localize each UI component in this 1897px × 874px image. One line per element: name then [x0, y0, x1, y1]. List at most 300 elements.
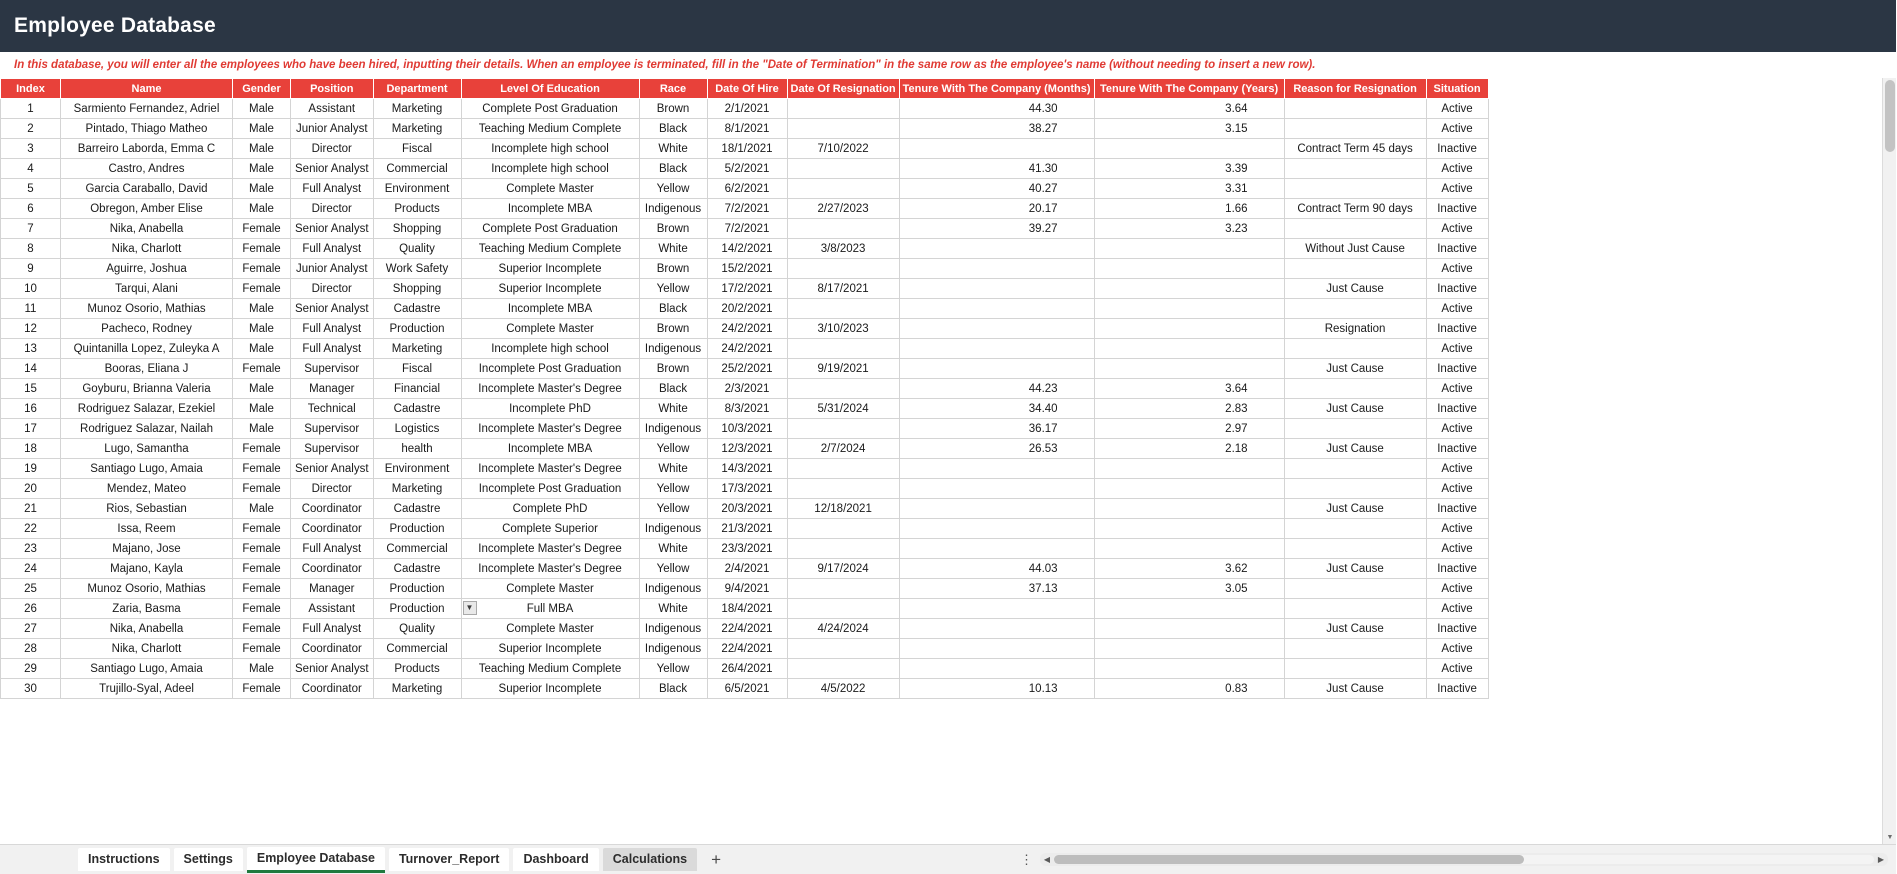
table-cell[interactable]: Lugo, Samantha — [61, 439, 233, 459]
vertical-scroll-thumb[interactable] — [1885, 80, 1895, 152]
table-cell[interactable] — [787, 479, 899, 499]
table-cell[interactable]: 38.27 — [899, 119, 1094, 139]
table-cell[interactable]: Superior Incomplete — [461, 679, 639, 699]
column-header[interactable]: Race — [639, 79, 707, 99]
table-cell[interactable]: 4/24/2024 — [787, 619, 899, 639]
table-cell[interactable]: 18 — [1, 439, 61, 459]
table-cell[interactable] — [899, 539, 1094, 559]
table-cell[interactable]: 8/17/2021 — [787, 279, 899, 299]
table-cell[interactable]: Director — [291, 479, 374, 499]
table-cell[interactable]: Senior Analyst — [291, 459, 374, 479]
table-cell[interactable] — [1284, 339, 1426, 359]
table-cell[interactable]: 2/27/2023 — [787, 199, 899, 219]
table-cell[interactable]: Nika, Charlott — [61, 639, 233, 659]
table-cell[interactable]: Cadastre — [373, 399, 461, 419]
table-cell[interactable]: Incomplete Master's Degree — [461, 459, 639, 479]
table-cell[interactable]: Booras, Eliana J — [61, 359, 233, 379]
table-cell[interactable]: Senior Analyst — [291, 299, 374, 319]
table-cell[interactable]: Active — [1426, 459, 1488, 479]
table-cell[interactable]: Environment — [373, 179, 461, 199]
table-cell[interactable]: Commercial — [373, 639, 461, 659]
table-cell[interactable] — [787, 659, 899, 679]
table-cell[interactable]: Complete Post Graduation — [461, 219, 639, 239]
table-cell[interactable]: Active — [1426, 639, 1488, 659]
table-cell[interactable]: Complete Master — [461, 179, 639, 199]
table-body[interactable] — [1, 99, 1489, 699]
table-row[interactable] — [1, 199, 1489, 219]
table-row[interactable] — [1, 679, 1489, 699]
table-cell[interactable] — [1094, 139, 1284, 159]
table-cell[interactable]: 5/31/2024 — [787, 399, 899, 419]
table-cell[interactable]: Full Analyst — [291, 339, 374, 359]
table-cell[interactable] — [899, 279, 1094, 299]
table-row[interactable] — [1, 459, 1489, 479]
table-cell[interactable] — [787, 99, 899, 119]
table-cell[interactable] — [899, 519, 1094, 539]
table-cell[interactable]: Senior Analyst — [291, 159, 374, 179]
table-cell[interactable]: Active — [1426, 259, 1488, 279]
table-cell[interactable]: Brown — [639, 259, 707, 279]
table-cell[interactable]: Female — [233, 539, 291, 559]
table-cell[interactable]: 10/3/2021 — [707, 419, 787, 439]
table-cell[interactable] — [1284, 259, 1426, 279]
vertical-scrollbar[interactable] — [1882, 78, 1896, 844]
table-cell[interactable]: Santiago Lugo, Amaia — [61, 459, 233, 479]
table-cell[interactable]: Production — [373, 319, 461, 339]
table-cell[interactable]: 30 — [1, 679, 61, 699]
table-cell[interactable]: Just Cause — [1284, 399, 1426, 419]
column-header[interactable]: Tenure With The Company (Years) — [1094, 79, 1284, 99]
table-cell[interactable] — [787, 159, 899, 179]
table-cell[interactable]: Incomplete Master's Degree — [461, 379, 639, 399]
table-cell[interactable]: Director — [291, 279, 374, 299]
table-row[interactable] — [1, 399, 1489, 419]
table-cell[interactable]: 19 — [1, 459, 61, 479]
table-cell[interactable]: 4/5/2022 — [787, 679, 899, 699]
table-cell[interactable]: 20/2/2021 — [707, 299, 787, 319]
table-cell[interactable]: Active — [1426, 119, 1488, 139]
table-row[interactable] — [1, 319, 1489, 339]
table-cell[interactable]: Trujillo-Syal, Adeel — [61, 679, 233, 699]
table-cell[interactable]: Indigenous — [639, 579, 707, 599]
table-cell[interactable]: Female — [233, 259, 291, 279]
employee-table[interactable] — [0, 78, 1489, 699]
table-cell[interactable]: 37.13 — [899, 579, 1094, 599]
table-cell[interactable]: 29 — [1, 659, 61, 679]
table-cell[interactable]: Just Cause — [1284, 619, 1426, 639]
table-cell[interactable]: Full Analyst — [291, 619, 374, 639]
table-cell[interactable]: 20.17 — [899, 199, 1094, 219]
table-cell[interactable]: Active — [1426, 579, 1488, 599]
table-cell[interactable] — [1094, 619, 1284, 639]
table-cell[interactable]: Male — [233, 99, 291, 119]
table-cell[interactable]: 6 — [1, 199, 61, 219]
table-cell[interactable] — [1284, 639, 1426, 659]
table-cell[interactable]: Incomplete high school — [461, 139, 639, 159]
table-row[interactable] — [1, 419, 1489, 439]
table-cell[interactable]: Obregon, Amber Elise — [61, 199, 233, 219]
table-cell[interactable]: White — [639, 399, 707, 419]
table-cell[interactable]: Active — [1426, 99, 1488, 119]
table-row[interactable] — [1, 179, 1489, 199]
table-cell[interactable]: Active — [1426, 159, 1488, 179]
table-cell[interactable] — [1094, 319, 1284, 339]
table-cell[interactable]: Senior Analyst — [291, 659, 374, 679]
table-cell[interactable] — [787, 579, 899, 599]
table-cell[interactable]: Commercial — [373, 539, 461, 559]
table-cell[interactable]: Indigenous — [639, 199, 707, 219]
table-cell[interactable]: Inactive — [1426, 359, 1488, 379]
sheet-tabs[interactable] — [78, 847, 701, 873]
table-cell[interactable]: Aguirre, Joshua — [61, 259, 233, 279]
table-cell[interactable] — [1284, 99, 1426, 119]
table-cell[interactable]: Sarmiento Fernandez, Adriel — [61, 99, 233, 119]
table-cell[interactable]: Full MBA — [461, 599, 639, 619]
table-cell[interactable]: Inactive — [1426, 499, 1488, 519]
table-cell[interactable]: Full Analyst — [291, 179, 374, 199]
table-cell[interactable]: 13 — [1, 339, 61, 359]
table-cell[interactable]: 2 — [1, 119, 61, 139]
table-cell[interactable] — [787, 639, 899, 659]
table-cell[interactable]: Active — [1426, 419, 1488, 439]
table-cell[interactable]: 34.40 — [899, 399, 1094, 419]
table-cell[interactable]: Brown — [639, 99, 707, 119]
table-cell[interactable]: Active — [1426, 179, 1488, 199]
table-cell[interactable]: 24/2/2021 — [707, 339, 787, 359]
table-cell[interactable]: Yellow — [639, 479, 707, 499]
table-cell[interactable]: 8/3/2021 — [707, 399, 787, 419]
table-cell[interactable]: Female — [233, 279, 291, 299]
table-row[interactable] — [1, 259, 1489, 279]
table-cell[interactable]: Incomplete PhD — [461, 399, 639, 419]
table-cell[interactable]: Teaching Medium Complete — [461, 659, 639, 679]
table-cell[interactable]: Financial — [373, 379, 461, 399]
table-cell[interactable]: Indigenous — [639, 339, 707, 359]
table-cell[interactable]: Director — [291, 199, 374, 219]
table-cell[interactable]: 5/2/2021 — [707, 159, 787, 179]
sheet-tab-bar[interactable] — [0, 844, 1896, 874]
table-cell[interactable]: 25 — [1, 579, 61, 599]
table-cell[interactable]: Munoz Osorio, Mathias — [61, 579, 233, 599]
table-cell[interactable] — [1094, 659, 1284, 679]
table-cell[interactable]: Products — [373, 659, 461, 679]
table-cell[interactable]: Male — [233, 119, 291, 139]
table-cell[interactable] — [1094, 499, 1284, 519]
table-cell[interactable]: Complete Superior — [461, 519, 639, 539]
table-cell[interactable] — [787, 179, 899, 199]
table-cell[interactable]: 18/4/2021 — [707, 599, 787, 619]
table-cell[interactable]: Incomplete MBA — [461, 199, 639, 219]
table-cell[interactable] — [899, 639, 1094, 659]
table-cell[interactable]: Without Just Cause — [1284, 239, 1426, 259]
table-row[interactable] — [1, 119, 1489, 139]
table-cell[interactable]: Assistant — [291, 99, 374, 119]
table-cell[interactable]: 39.27 — [899, 219, 1094, 239]
table-cell[interactable]: 44.03 — [899, 559, 1094, 579]
table-cell[interactable]: 11 — [1, 299, 61, 319]
table-cell[interactable]: 7 — [1, 219, 61, 239]
chevron-down-icon[interactable]: ▼ — [463, 601, 477, 615]
table-cell[interactable]: White — [639, 139, 707, 159]
table-cell[interactable]: Inactive — [1426, 239, 1488, 259]
table-cell[interactable]: 26/4/2021 — [707, 659, 787, 679]
table-cell[interactable]: 27 — [1, 619, 61, 639]
table-cell[interactable]: 3/8/2023 — [787, 239, 899, 259]
table-cell[interactable] — [1284, 219, 1426, 239]
table-cell[interactable]: Yellow — [639, 559, 707, 579]
table-cell[interactable]: 2/4/2021 — [707, 559, 787, 579]
table-cell[interactable] — [899, 619, 1094, 639]
table-cell[interactable]: Incomplete high school — [461, 159, 639, 179]
table-cell[interactable]: Complete Master — [461, 319, 639, 339]
table-cell[interactable] — [899, 319, 1094, 339]
table-cell[interactable]: Complete Master — [461, 619, 639, 639]
table-cell[interactable]: Male — [233, 419, 291, 439]
table-row[interactable] — [1, 279, 1489, 299]
table-cell[interactable]: 1 — [1, 99, 61, 119]
table-cell[interactable]: Female — [233, 519, 291, 539]
table-cell[interactable]: 3.39 — [1094, 159, 1284, 179]
table-cell[interactable] — [1284, 379, 1426, 399]
table-cell[interactable] — [899, 139, 1094, 159]
table-cell[interactable]: Cadastre — [373, 559, 461, 579]
table-cell[interactable]: Inactive — [1426, 619, 1488, 639]
scroll-left-icon[interactable]: ◀ — [1043, 855, 1051, 864]
table-cell[interactable]: 9/17/2024 — [787, 559, 899, 579]
table-cell[interactable]: Full Analyst — [291, 239, 374, 259]
table-row[interactable] — [1, 219, 1489, 239]
table-cell[interactable]: Tarqui, Alani — [61, 279, 233, 299]
table-cell[interactable]: 0.83 — [1094, 679, 1284, 699]
table-cell[interactable]: Female — [233, 599, 291, 619]
column-header[interactable]: Name — [61, 79, 233, 99]
table-cell[interactable] — [1094, 339, 1284, 359]
table-cell[interactable]: 18/1/2021 — [707, 139, 787, 159]
table-cell[interactable]: Yellow — [639, 499, 707, 519]
table-cell[interactable]: Superior Incomplete — [461, 639, 639, 659]
table-cell[interactable]: Active — [1426, 479, 1488, 499]
table-cell[interactable]: 3.15 — [1094, 119, 1284, 139]
table-row[interactable] — [1, 139, 1489, 159]
table-cell[interactable] — [1284, 659, 1426, 679]
column-header[interactable]: Reason for Resignation — [1284, 79, 1426, 99]
table-cell[interactable]: Coordinator — [291, 519, 374, 539]
table-cell[interactable]: Production — [373, 519, 461, 539]
sheet-area[interactable] — [0, 78, 1896, 844]
table-row[interactable] — [1, 659, 1489, 679]
table-cell[interactable]: Marketing — [373, 99, 461, 119]
table-cell[interactable] — [787, 259, 899, 279]
table-cell[interactable]: Coordinator — [291, 499, 374, 519]
table-cell[interactable]: Coordinator — [291, 679, 374, 699]
table-cell[interactable] — [899, 479, 1094, 499]
table-cell[interactable]: Male — [233, 319, 291, 339]
table-cell[interactable] — [787, 299, 899, 319]
table-cell[interactable] — [899, 499, 1094, 519]
table-cell[interactable]: 2/3/2021 — [707, 379, 787, 399]
table-cell[interactable]: Munoz Osorio, Mathias — [61, 299, 233, 319]
table-cell[interactable] — [899, 259, 1094, 279]
table-cell[interactable] — [899, 239, 1094, 259]
table-cell[interactable]: Complete Post Graduation — [461, 99, 639, 119]
table-cell[interactable] — [1284, 479, 1426, 499]
column-header[interactable]: Department — [373, 79, 461, 99]
table-cell[interactable]: Shopping — [373, 219, 461, 239]
table-cell[interactable]: Black — [639, 159, 707, 179]
table-cell[interactable]: 26.53 — [899, 439, 1094, 459]
table-cell[interactable] — [787, 599, 899, 619]
table-cell[interactable] — [787, 419, 899, 439]
table-cell[interactable] — [899, 659, 1094, 679]
sheet-tab[interactable]: Calculations — [603, 848, 697, 871]
table-row[interactable] — [1, 479, 1489, 499]
table-cell[interactable]: Yellow — [639, 179, 707, 199]
table-cell[interactable]: 5 — [1, 179, 61, 199]
table-cell[interactable]: Assistant — [291, 599, 374, 619]
sheet-tab[interactable]: Settings — [174, 848, 243, 871]
table-cell[interactable]: Contract Term 45 days — [1284, 139, 1426, 159]
table-cell[interactable]: Complete PhD — [461, 499, 639, 519]
table-cell[interactable] — [899, 459, 1094, 479]
table-cell[interactable]: 3.64 — [1094, 99, 1284, 119]
table-cell[interactable] — [1284, 119, 1426, 139]
table-cell[interactable]: 22 — [1, 519, 61, 539]
table-cell[interactable]: Active — [1426, 539, 1488, 559]
table-cell[interactable] — [1094, 599, 1284, 619]
table-cell[interactable]: 44.23 — [899, 379, 1094, 399]
table-cell[interactable]: Coordinator — [291, 559, 374, 579]
table-cell[interactable]: Female — [233, 359, 291, 379]
table-row[interactable] — [1, 639, 1489, 659]
table-cell[interactable] — [1094, 539, 1284, 559]
table-cell[interactable]: Cadastre — [373, 499, 461, 519]
table-cell[interactable]: 2.83 — [1094, 399, 1284, 419]
table-row[interactable] — [1, 599, 1489, 619]
table-cell[interactable]: Incomplete Post Graduation — [461, 479, 639, 499]
table-cell[interactable]: Marketing — [373, 479, 461, 499]
table-cell[interactable]: Active — [1426, 299, 1488, 319]
table-cell[interactable]: Mendez, Mateo — [61, 479, 233, 499]
table-cell[interactable]: Inactive — [1426, 399, 1488, 419]
table-cell[interactable]: 3.64 — [1094, 379, 1284, 399]
table-cell[interactable]: Castro, Andres — [61, 159, 233, 179]
table-cell[interactable]: Male — [233, 299, 291, 319]
table-cell[interactable]: Supervisor — [291, 419, 374, 439]
table-cell[interactable] — [1284, 159, 1426, 179]
column-header[interactable]: Tenure With The Company (Months) — [899, 79, 1094, 99]
table-cell[interactable]: 8 — [1, 239, 61, 259]
table-cell[interactable]: Nika, Charlott — [61, 239, 233, 259]
table-cell[interactable]: 40.27 — [899, 179, 1094, 199]
table-cell[interactable]: Just Cause — [1284, 359, 1426, 379]
table-cell[interactable]: Just Cause — [1284, 499, 1426, 519]
table-cell[interactable]: Pacheco, Rodney — [61, 319, 233, 339]
add-sheet-button[interactable]: + — [711, 850, 722, 869]
table-row[interactable] — [1, 519, 1489, 539]
sheet-tab[interactable]: Dashboard — [513, 848, 598, 871]
table-cell[interactable]: Incomplete Master's Degree — [461, 419, 639, 439]
table-cell[interactable]: 6/5/2021 — [707, 679, 787, 699]
table-cell[interactable]: Incomplete Master's Degree — [461, 539, 639, 559]
table-cell[interactable]: 3 — [1, 139, 61, 159]
table-cell[interactable] — [1094, 459, 1284, 479]
table-cell[interactable] — [1094, 279, 1284, 299]
scroll-down-icon[interactable]: ▼ — [1886, 833, 1894, 841]
table-cell[interactable]: Fiscal — [373, 139, 461, 159]
table-cell[interactable]: Commercial — [373, 159, 461, 179]
table-cell[interactable]: 3.31 — [1094, 179, 1284, 199]
table-cell[interactable]: 4 — [1, 159, 61, 179]
table-cell[interactable]: Quality — [373, 239, 461, 259]
table-cell[interactable] — [787, 339, 899, 359]
table-cell[interactable]: Active — [1426, 219, 1488, 239]
table-cell[interactable]: Marketing — [373, 339, 461, 359]
table-cell[interactable] — [1094, 259, 1284, 279]
table-cell[interactable]: Rios, Sebastian — [61, 499, 233, 519]
sheet-tab[interactable]: Instructions — [78, 848, 170, 871]
table-cell[interactable]: Female — [233, 619, 291, 639]
table-cell[interactable]: Yellow — [639, 439, 707, 459]
table-cell[interactable]: 44.30 — [899, 99, 1094, 119]
table-row[interactable] — [1, 359, 1489, 379]
table-cell[interactable]: 21/3/2021 — [707, 519, 787, 539]
table-cell[interactable]: Just Cause — [1284, 279, 1426, 299]
table-cell[interactable]: Inactive — [1426, 279, 1488, 299]
table-cell[interactable]: Rodriguez Salazar, Ezekiel — [61, 399, 233, 419]
table-cell[interactable]: Manager — [291, 379, 374, 399]
table-cell[interactable] — [1284, 599, 1426, 619]
table-cell[interactable]: Inactive — [1426, 559, 1488, 579]
table-cell[interactable]: 1.66 — [1094, 199, 1284, 219]
table-cell[interactable]: 3.23 — [1094, 219, 1284, 239]
table-row[interactable] — [1, 579, 1489, 599]
table-cell[interactable] — [787, 119, 899, 139]
table-cell[interactable]: Director — [291, 139, 374, 159]
table-cell[interactable]: Incomplete MBA — [461, 299, 639, 319]
table-cell[interactable] — [1094, 239, 1284, 259]
table-cell[interactable]: Issa, Reem — [61, 519, 233, 539]
table-cell[interactable]: Production — [373, 579, 461, 599]
scroll-right-icon[interactable]: ▶ — [1877, 855, 1885, 864]
table-cell[interactable]: Majano, Kayla — [61, 559, 233, 579]
table-cell[interactable]: Female — [233, 439, 291, 459]
table-cell[interactable]: Yellow — [639, 279, 707, 299]
table-cell[interactable]: Marketing — [373, 679, 461, 699]
table-row[interactable] — [1, 499, 1489, 519]
table-cell[interactable]: Male — [233, 499, 291, 519]
table-cell[interactable]: Brown — [639, 319, 707, 339]
table-cell[interactable]: Fiscal — [373, 359, 461, 379]
table-cell[interactable]: Indigenous — [639, 419, 707, 439]
table-cell[interactable]: Inactive — [1426, 139, 1488, 159]
table-cell[interactable]: Black — [639, 679, 707, 699]
table-cell[interactable]: Technical — [291, 399, 374, 419]
table-cell[interactable] — [899, 299, 1094, 319]
table-cell[interactable]: Manager — [291, 579, 374, 599]
table-cell[interactable]: Black — [639, 379, 707, 399]
table-cell[interactable]: Quality — [373, 619, 461, 639]
table-cell[interactable]: Male — [233, 199, 291, 219]
table-cell[interactable] — [787, 379, 899, 399]
table-cell[interactable]: 26 — [1, 599, 61, 619]
table-cell[interactable]: Barreiro Laborda, Emma C — [61, 139, 233, 159]
table-cell[interactable]: 9/4/2021 — [707, 579, 787, 599]
table-cell[interactable]: Black — [639, 119, 707, 139]
table-cell[interactable]: Marketing — [373, 119, 461, 139]
table-cell[interactable]: 24/2/2021 — [707, 319, 787, 339]
table-cell[interactable]: 20/3/2021 — [707, 499, 787, 519]
table-cell[interactable]: Products — [373, 199, 461, 219]
